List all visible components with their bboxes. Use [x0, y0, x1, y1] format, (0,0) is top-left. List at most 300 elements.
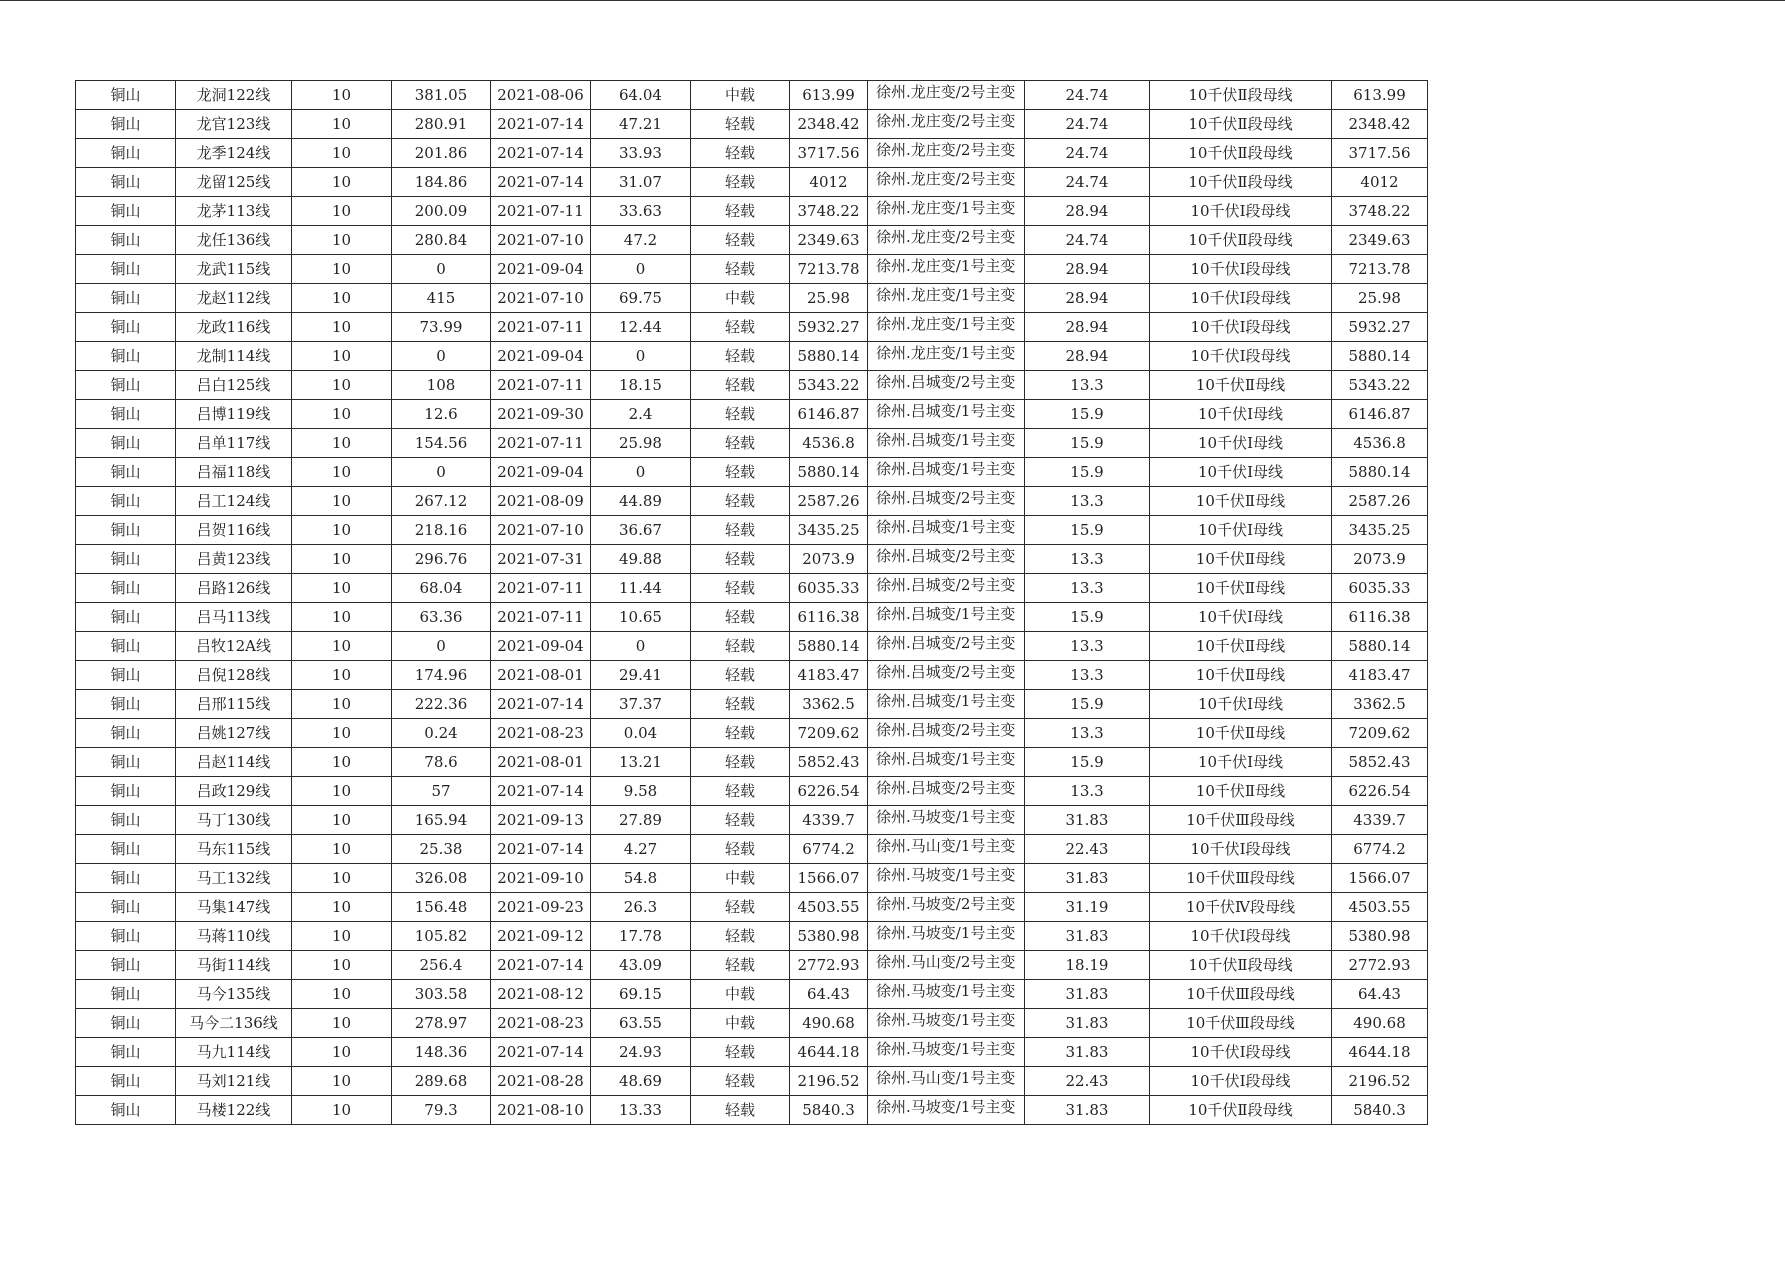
date-cell: 2021-08-01	[491, 661, 591, 690]
date-cell: 2021-08-06	[491, 81, 591, 110]
substation-cell: 徐州.马坡变/1号主变	[868, 864, 1025, 893]
available-capacity-cell: 64.43	[790, 980, 868, 1009]
table-row	[76, 1038, 1428, 1067]
substation-cell: 徐州.吕城变/2号主变	[868, 545, 1025, 574]
table-row	[76, 516, 1428, 545]
busbar-cell: 10千伏Ⅰ段母线	[1150, 255, 1332, 284]
capacity-cell: 5880.14	[1332, 632, 1428, 661]
available-capacity-cell: 7213.78	[790, 255, 868, 284]
voltage-cell: 10	[292, 110, 392, 139]
substation-cell: 徐州.龙庄变/2号主变	[868, 168, 1025, 197]
date-cell: 2021-09-04	[491, 342, 591, 371]
county-cell: 铜山	[76, 777, 176, 806]
available-capacity-cell: 2349.63	[790, 226, 868, 255]
line-name-cell: 吕路126线	[176, 574, 292, 603]
table-row	[76, 661, 1428, 690]
county-cell: 铜山	[76, 400, 176, 429]
substation-cell: 徐州.马坡变/1号主变	[868, 806, 1025, 835]
date-cell: 2021-07-14	[491, 777, 591, 806]
available-capacity-cell: 2073.9	[790, 545, 868, 574]
table-row	[76, 806, 1428, 835]
substation-cell: 徐州.吕城变/2号主变	[868, 632, 1025, 661]
voltage-cell: 10	[292, 1038, 392, 1067]
table-row	[76, 864, 1428, 893]
busbar-cell: 10千伏Ⅲ段母线	[1150, 980, 1332, 1009]
current-cell: 154.56	[392, 429, 491, 458]
available-capacity-cell: 6146.87	[790, 400, 868, 429]
available-capacity-cell: 3435.25	[790, 516, 868, 545]
table-row	[76, 226, 1428, 255]
voltage-cell: 10	[292, 313, 392, 342]
county-cell: 铜山	[76, 1038, 176, 1067]
busbar-cell: 10千伏Ⅱ母线	[1150, 719, 1332, 748]
capacity-cell: 2587.26	[1332, 487, 1428, 516]
substation-cell: 徐州.龙庄变/1号主变	[868, 255, 1025, 284]
transformer-load-cell: 28.94	[1025, 342, 1150, 371]
transformer-load-cell: 15.9	[1025, 603, 1150, 632]
load-rate-cell: 18.15	[591, 371, 691, 400]
county-cell: 铜山	[76, 81, 176, 110]
available-capacity-cell: 6226.54	[790, 777, 868, 806]
voltage-cell: 10	[292, 719, 392, 748]
load-rate-cell: 9.58	[591, 777, 691, 806]
transformer-load-cell: 31.83	[1025, 1096, 1150, 1125]
available-capacity-cell: 6035.33	[790, 574, 868, 603]
spreadsheet-page	[75, 80, 1428, 1125]
load-level-cell: 轻载	[691, 719, 790, 748]
substation-cell: 徐州.吕城变/2号主变	[868, 574, 1025, 603]
transformer-load-cell: 31.83	[1025, 864, 1150, 893]
load-rate-cell: 64.04	[591, 81, 691, 110]
voltage-cell: 10	[292, 661, 392, 690]
date-cell: 2021-09-23	[491, 893, 591, 922]
load-level-cell: 轻载	[691, 255, 790, 284]
county-cell: 铜山	[76, 458, 176, 487]
load-level-cell: 轻载	[691, 545, 790, 574]
current-cell: 165.94	[392, 806, 491, 835]
table-row	[76, 255, 1428, 284]
line-name-cell: 马丁130线	[176, 806, 292, 835]
substation-cell: 徐州.吕城变/1号主变	[868, 748, 1025, 777]
date-cell: 2021-07-11	[491, 313, 591, 342]
load-level-cell: 轻载	[691, 777, 790, 806]
voltage-cell: 10	[292, 748, 392, 777]
county-cell: 铜山	[76, 864, 176, 893]
capacity-cell: 2772.93	[1332, 951, 1428, 980]
transformer-load-cell: 31.83	[1025, 806, 1150, 835]
county-cell: 铜山	[76, 661, 176, 690]
capacity-cell: 25.98	[1332, 284, 1428, 313]
voltage-cell: 10	[292, 1067, 392, 1096]
load-rate-cell: 33.93	[591, 139, 691, 168]
voltage-cell: 10	[292, 487, 392, 516]
available-capacity-cell: 6774.2	[790, 835, 868, 864]
date-cell: 2021-07-31	[491, 545, 591, 574]
line-name-cell: 马工132线	[176, 864, 292, 893]
load-rate-cell: 0	[591, 255, 691, 284]
load-level-cell: 轻载	[691, 603, 790, 632]
load-level-cell: 轻载	[691, 922, 790, 951]
voltage-cell: 10	[292, 284, 392, 313]
line-name-cell: 吕白125线	[176, 371, 292, 400]
capacity-cell: 4644.18	[1332, 1038, 1428, 1067]
load-level-cell: 轻载	[691, 371, 790, 400]
transformer-load-cell: 24.74	[1025, 110, 1150, 139]
available-capacity-cell: 1566.07	[790, 864, 868, 893]
table-row	[76, 197, 1428, 226]
county-cell: 铜山	[76, 487, 176, 516]
available-capacity-cell: 2587.26	[790, 487, 868, 516]
busbar-cell: 10千伏Ⅰ母线	[1150, 429, 1332, 458]
county-cell: 铜山	[76, 139, 176, 168]
available-capacity-cell: 4644.18	[790, 1038, 868, 1067]
substation-cell: 徐州.龙庄变/2号主变	[868, 110, 1025, 139]
capacity-cell: 2196.52	[1332, 1067, 1428, 1096]
transformer-load-cell: 13.3	[1025, 719, 1150, 748]
available-capacity-cell: 3748.22	[790, 197, 868, 226]
capacity-cell: 7209.62	[1332, 719, 1428, 748]
substation-cell: 徐州.龙庄变/1号主变	[868, 197, 1025, 226]
transformer-load-cell: 18.19	[1025, 951, 1150, 980]
load-rate-cell: 17.78	[591, 922, 691, 951]
substation-cell: 徐州.吕城变/1号主变	[868, 429, 1025, 458]
transformer-load-cell: 31.19	[1025, 893, 1150, 922]
voltage-cell: 10	[292, 632, 392, 661]
voltage-cell: 10	[292, 516, 392, 545]
current-cell: 184.86	[392, 168, 491, 197]
county-cell: 铜山	[76, 371, 176, 400]
load-level-cell: 轻载	[691, 574, 790, 603]
load-level-cell: 轻载	[691, 951, 790, 980]
current-cell: 68.04	[392, 574, 491, 603]
available-capacity-cell: 5932.27	[790, 313, 868, 342]
transformer-load-cell: 28.94	[1025, 284, 1150, 313]
load-rate-cell: 69.75	[591, 284, 691, 313]
load-level-cell: 轻载	[691, 226, 790, 255]
date-cell: 2021-08-28	[491, 1067, 591, 1096]
busbar-cell: 10千伏Ⅱ母线	[1150, 632, 1332, 661]
date-cell: 2021-08-23	[491, 1009, 591, 1038]
current-cell: 296.76	[392, 545, 491, 574]
date-cell: 2021-09-10	[491, 864, 591, 893]
substation-cell: 徐州.吕城变/2号主变	[868, 371, 1025, 400]
table-row	[76, 922, 1428, 951]
load-rate-cell: 12.44	[591, 313, 691, 342]
current-cell: 148.36	[392, 1038, 491, 1067]
line-name-cell: 马集147线	[176, 893, 292, 922]
load-level-cell: 中载	[691, 1009, 790, 1038]
voltage-cell: 10	[292, 81, 392, 110]
capacity-cell: 2349.63	[1332, 226, 1428, 255]
date-cell: 2021-08-12	[491, 980, 591, 1009]
capacity-cell: 613.99	[1332, 81, 1428, 110]
load-rate-cell: 24.93	[591, 1038, 691, 1067]
table-row	[76, 284, 1428, 313]
busbar-cell: 10千伏Ⅱ母线	[1150, 661, 1332, 690]
line-name-cell: 吕福118线	[176, 458, 292, 487]
load-rate-cell: 36.67	[591, 516, 691, 545]
page-top-rule	[0, 0, 1785, 1]
voltage-cell: 10	[292, 806, 392, 835]
line-name-cell: 龙茅113线	[176, 197, 292, 226]
table-row	[76, 371, 1428, 400]
substation-cell: 徐州.吕城变/2号主变	[868, 777, 1025, 806]
busbar-cell: 10千伏Ⅰ母线	[1150, 400, 1332, 429]
substation-cell: 徐州.马坡变/2号主变	[868, 893, 1025, 922]
transformer-load-cell: 13.3	[1025, 661, 1150, 690]
date-cell: 2021-07-14	[491, 951, 591, 980]
county-cell: 铜山	[76, 632, 176, 661]
line-name-cell: 马今135线	[176, 980, 292, 1009]
busbar-cell: 10千伏Ⅰ段母线	[1150, 313, 1332, 342]
date-cell: 2021-08-01	[491, 748, 591, 777]
substation-cell: 徐州.马山变/1号主变	[868, 835, 1025, 864]
load-rate-cell: 26.3	[591, 893, 691, 922]
county-cell: 铜山	[76, 574, 176, 603]
substation-cell: 徐州.吕城变/1号主变	[868, 400, 1025, 429]
load-level-cell: 轻载	[691, 632, 790, 661]
load-level-cell: 轻载	[691, 1067, 790, 1096]
capacity-cell: 4536.8	[1332, 429, 1428, 458]
line-name-cell: 马九114线	[176, 1038, 292, 1067]
county-cell: 铜山	[76, 719, 176, 748]
line-name-cell: 吕贺116线	[176, 516, 292, 545]
table-row	[76, 110, 1428, 139]
date-cell: 2021-09-04	[491, 458, 591, 487]
capacity-cell: 3362.5	[1332, 690, 1428, 719]
transformer-load-cell: 24.74	[1025, 81, 1150, 110]
line-name-cell: 吕倪128线	[176, 661, 292, 690]
busbar-cell: 10千伏Ⅰ段母线	[1150, 1038, 1332, 1067]
load-rate-cell: 47.2	[591, 226, 691, 255]
voltage-cell: 10	[292, 835, 392, 864]
substation-cell: 徐州.吕城变/1号主变	[868, 516, 1025, 545]
line-name-cell: 吕马113线	[176, 603, 292, 632]
county-cell: 铜山	[76, 197, 176, 226]
load-rate-cell: 47.21	[591, 110, 691, 139]
transformer-load-cell: 15.9	[1025, 748, 1150, 777]
available-capacity-cell: 7209.62	[790, 719, 868, 748]
load-rate-cell: 27.89	[591, 806, 691, 835]
current-cell: 289.68	[392, 1067, 491, 1096]
voltage-cell: 10	[292, 226, 392, 255]
current-cell: 201.86	[392, 139, 491, 168]
available-capacity-cell: 2348.42	[790, 110, 868, 139]
available-capacity-cell: 25.98	[790, 284, 868, 313]
county-cell: 铜山	[76, 893, 176, 922]
current-cell: 0	[392, 632, 491, 661]
current-cell: 326.08	[392, 864, 491, 893]
line-name-cell: 龙任136线	[176, 226, 292, 255]
busbar-cell: 10千伏Ⅰ母线	[1150, 458, 1332, 487]
available-capacity-cell: 5880.14	[790, 342, 868, 371]
capacity-cell: 4012	[1332, 168, 1428, 197]
date-cell: 2021-07-14	[491, 1038, 591, 1067]
available-capacity-cell: 2196.52	[790, 1067, 868, 1096]
busbar-cell: 10千伏Ⅳ段母线	[1150, 893, 1332, 922]
transformer-load-cell: 15.9	[1025, 516, 1150, 545]
voltage-cell: 10	[292, 922, 392, 951]
load-level-cell: 轻载	[691, 516, 790, 545]
line-name-cell: 龙留125线	[176, 168, 292, 197]
current-cell: 278.97	[392, 1009, 491, 1038]
available-capacity-cell: 5840.3	[790, 1096, 868, 1125]
load-rate-cell: 0.04	[591, 719, 691, 748]
line-name-cell: 龙制114线	[176, 342, 292, 371]
load-rate-cell: 31.07	[591, 168, 691, 197]
capacity-cell: 64.43	[1332, 980, 1428, 1009]
busbar-cell: 10千伏Ⅰ段母线	[1150, 835, 1332, 864]
substation-cell: 徐州.马坡变/1号主变	[868, 1096, 1025, 1125]
table-row	[76, 458, 1428, 487]
load-rate-cell: 43.09	[591, 951, 691, 980]
busbar-cell: 10千伏Ⅱ段母线	[1150, 81, 1332, 110]
table-row	[76, 313, 1428, 342]
current-cell: 12.6	[392, 400, 491, 429]
available-capacity-cell: 613.99	[790, 81, 868, 110]
load-rate-cell: 63.55	[591, 1009, 691, 1038]
line-name-cell: 吕姚127线	[176, 719, 292, 748]
current-cell: 280.84	[392, 226, 491, 255]
voltage-cell: 10	[292, 545, 392, 574]
available-capacity-cell: 6116.38	[790, 603, 868, 632]
table-row	[76, 690, 1428, 719]
table-row	[76, 81, 1428, 110]
table-row	[76, 835, 1428, 864]
busbar-cell: 10千伏Ⅱ段母线	[1150, 168, 1332, 197]
current-cell: 57	[392, 777, 491, 806]
busbar-cell: 10千伏Ⅱ段母线	[1150, 1096, 1332, 1125]
voltage-cell: 10	[292, 1009, 392, 1038]
date-cell: 2021-09-13	[491, 806, 591, 835]
transformer-load-cell: 28.94	[1025, 197, 1150, 226]
busbar-cell: 10千伏Ⅱ母线	[1150, 487, 1332, 516]
voltage-cell: 10	[292, 951, 392, 980]
date-cell: 2021-07-11	[491, 429, 591, 458]
table-row	[76, 951, 1428, 980]
capacity-cell: 6146.87	[1332, 400, 1428, 429]
date-cell: 2021-08-09	[491, 487, 591, 516]
transformer-load-cell: 31.83	[1025, 980, 1150, 1009]
county-cell: 铜山	[76, 226, 176, 255]
line-name-cell: 马今二136线	[176, 1009, 292, 1038]
busbar-cell: 10千伏Ⅱ母线	[1150, 777, 1332, 806]
feeder-load-table	[75, 80, 1428, 1125]
available-capacity-cell: 4339.7	[790, 806, 868, 835]
table-row	[76, 980, 1428, 1009]
capacity-cell: 5840.3	[1332, 1096, 1428, 1125]
date-cell: 2021-07-14	[491, 168, 591, 197]
busbar-cell: 10千伏Ⅱ段母线	[1150, 951, 1332, 980]
load-rate-cell: 13.33	[591, 1096, 691, 1125]
load-level-cell: 轻载	[691, 197, 790, 226]
load-rate-cell: 54.8	[591, 864, 691, 893]
current-cell: 78.6	[392, 748, 491, 777]
county-cell: 铜山	[76, 545, 176, 574]
capacity-cell: 6116.38	[1332, 603, 1428, 632]
load-level-cell: 轻载	[691, 690, 790, 719]
load-level-cell: 轻载	[691, 748, 790, 777]
substation-cell: 徐州.龙庄变/2号主变	[868, 139, 1025, 168]
table-row	[76, 719, 1428, 748]
busbar-cell: 10千伏Ⅱ段母线	[1150, 226, 1332, 255]
transformer-load-cell: 31.83	[1025, 1038, 1150, 1067]
table-row	[76, 1067, 1428, 1096]
line-name-cell: 吕工124线	[176, 487, 292, 516]
voltage-cell: 10	[292, 574, 392, 603]
date-cell: 2021-08-23	[491, 719, 591, 748]
county-cell: 铜山	[76, 1009, 176, 1038]
capacity-cell: 3748.22	[1332, 197, 1428, 226]
voltage-cell: 10	[292, 1096, 392, 1125]
available-capacity-cell: 4503.55	[790, 893, 868, 922]
line-name-cell: 马楼122线	[176, 1096, 292, 1125]
county-cell: 铜山	[76, 835, 176, 864]
current-cell: 108	[392, 371, 491, 400]
line-name-cell: 龙季124线	[176, 139, 292, 168]
current-cell: 280.91	[392, 110, 491, 139]
capacity-cell: 4183.47	[1332, 661, 1428, 690]
current-cell: 73.99	[392, 313, 491, 342]
current-cell: 0	[392, 458, 491, 487]
available-capacity-cell: 3717.56	[790, 139, 868, 168]
load-rate-cell: 0	[591, 632, 691, 661]
transformer-load-cell: 15.9	[1025, 400, 1150, 429]
table-row	[76, 1096, 1428, 1125]
available-capacity-cell: 2772.93	[790, 951, 868, 980]
voltage-cell: 10	[292, 893, 392, 922]
voltage-cell: 10	[292, 603, 392, 632]
substation-cell: 徐州.吕城变/1号主变	[868, 603, 1025, 632]
transformer-load-cell: 24.74	[1025, 226, 1150, 255]
date-cell: 2021-09-04	[491, 255, 591, 284]
county-cell: 铜山	[76, 1067, 176, 1096]
load-level-cell: 轻载	[691, 661, 790, 690]
load-rate-cell: 11.44	[591, 574, 691, 603]
line-name-cell: 龙赵112线	[176, 284, 292, 313]
current-cell: 200.09	[392, 197, 491, 226]
available-capacity-cell: 4183.47	[790, 661, 868, 690]
load-level-cell: 轻载	[691, 835, 790, 864]
load-level-cell: 轻载	[691, 806, 790, 835]
busbar-cell: 10千伏Ⅱ母线	[1150, 545, 1332, 574]
date-cell: 2021-09-04	[491, 632, 591, 661]
substation-cell: 徐州.吕城变/2号主变	[868, 487, 1025, 516]
date-cell: 2021-09-30	[491, 400, 591, 429]
load-rate-cell: 2.4	[591, 400, 691, 429]
date-cell: 2021-07-11	[491, 574, 591, 603]
line-name-cell: 马街114线	[176, 951, 292, 980]
table-row	[76, 574, 1428, 603]
current-cell: 415	[392, 284, 491, 313]
capacity-cell: 3435.25	[1332, 516, 1428, 545]
table-row	[76, 168, 1428, 197]
county-cell: 铜山	[76, 1096, 176, 1125]
voltage-cell: 10	[292, 690, 392, 719]
capacity-cell: 4503.55	[1332, 893, 1428, 922]
line-name-cell: 吕黄123线	[176, 545, 292, 574]
busbar-cell: 10千伏Ⅰ母线	[1150, 603, 1332, 632]
date-cell: 2021-07-14	[491, 139, 591, 168]
capacity-cell: 6035.33	[1332, 574, 1428, 603]
line-name-cell: 吕单117线	[176, 429, 292, 458]
transformer-load-cell: 31.83	[1025, 1009, 1150, 1038]
capacity-cell: 3717.56	[1332, 139, 1428, 168]
date-cell: 2021-07-10	[491, 516, 591, 545]
table-row	[76, 632, 1428, 661]
load-rate-cell: 0	[591, 342, 691, 371]
current-cell: 222.36	[392, 690, 491, 719]
